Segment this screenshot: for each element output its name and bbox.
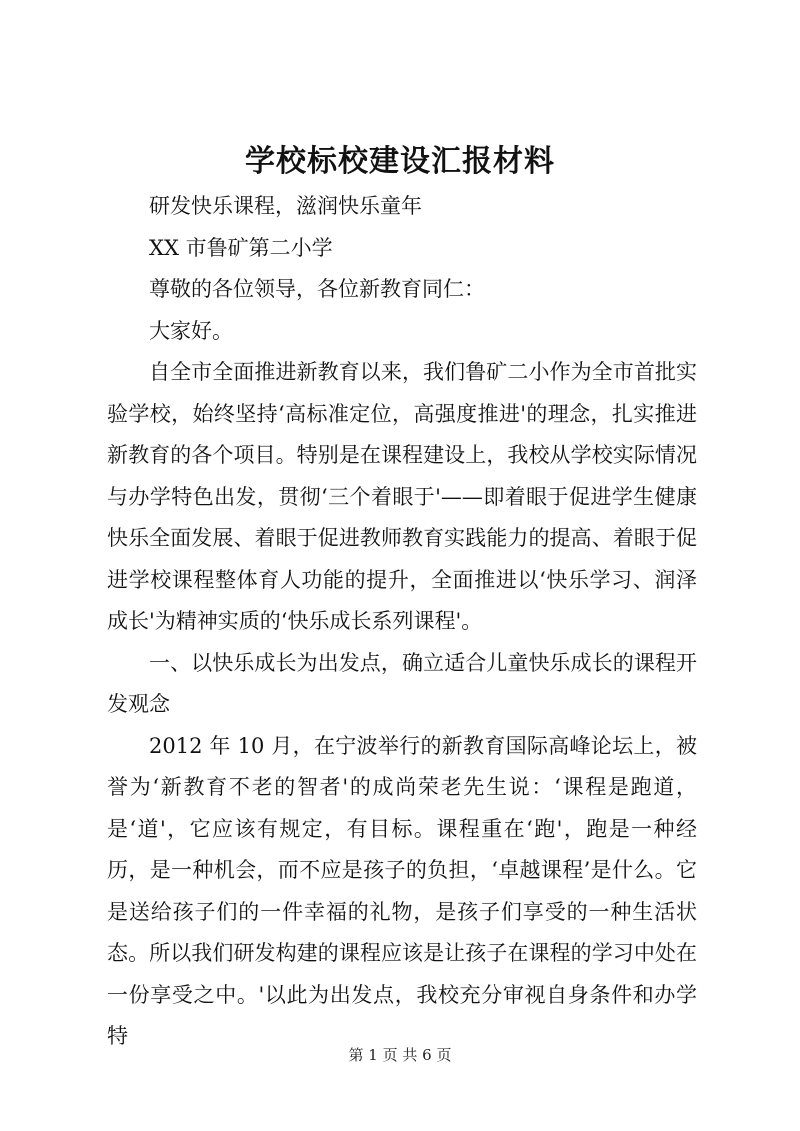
document-body [107,186,697,1058]
section-heading: 一、以快乐成长为出发点，确立适合儿童快乐成长的课程开发观念 [107,650,697,716]
greeting-paragraph: 大家好。 [149,318,233,343]
body-paragraph: 自全市全面推进新教育以来，我们鲁矿二小作为全市首批实验学校，始终坚持‘高标准定位，高强度推进'的理念，扎实推进新教育的各个项目。特别是在课程建设上，我校从学校实际情况与办学特色出发，贯彻‘三个着眼于'——即着眼于促进学生健康快乐全面发展、着眼于促进教师教育实践能力的提高、着眼于促进学校课程整体育人功能的提升，全面推进以‘快乐学习、润泽成长'为精神实质的‘快乐成长系列课程'。 [107,360,697,633]
body-paragraph: 2012 年 10 月，在宁波举行的新教育国际高峰论坛上，被誉为‘新教育不老的智者'的成尚荣老先生说：‘课程是跑道，是‘道'，它应该有规定，有目标。课程重在‘跑'，跑是一种经历，是一种机会，而不应是孩子的负担，‘卓越课程’是什么。它是送给孩子们的一件幸福的礼物，是孩子们享受的一种生活状态。所以我们研发构建的课程应该是让孩子在课程的学习中处在一份享受之中。'以此为出发点，我校充分审视自身条件和办学特 [107,733,697,1048]
subtitle-paragraph: 研发快乐课程，滋润快乐童年 [149,194,422,218]
page-footer: 第 1 页 共 6 页 [348,1046,452,1064]
document-title: 学校标校建设汇报材料 [245,144,555,179]
salutation-paragraph: 尊敬的各位领导，各位新教育同仁： [149,277,485,301]
school-name-paragraph: XX 市鲁矿第二小学 [149,235,333,260]
